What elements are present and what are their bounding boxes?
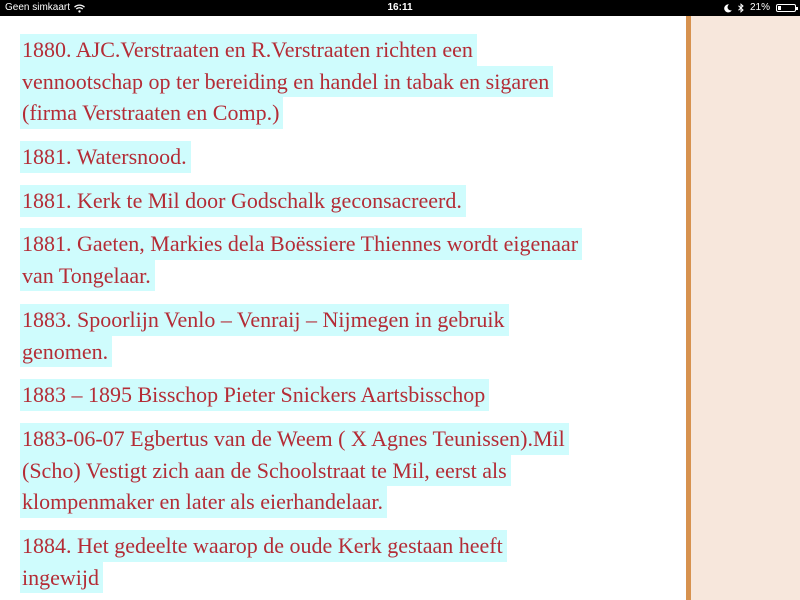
list-item — [22, 185, 466, 217]
entry-line: (Scho) Vestigt zich aan de Schoolstraat te Mil, eerst als — [20, 455, 511, 487]
entry-line: ingewijd — [20, 562, 103, 594]
list-item — [22, 423, 569, 518]
entry-line: 1881. Gaeten, Markies dela Boëssiere Thiennes wordt eigenaar — [20, 228, 582, 260]
list-item — [22, 228, 582, 291]
moon-icon — [724, 4, 732, 13]
entry-line: 1883 – 1895 Bisschop Pieter Snickers Aartsbisschop — [20, 379, 489, 411]
bluetooth-icon — [738, 3, 744, 13]
entry-line: 1881. Watersnood. — [20, 141, 191, 173]
entry-line: klompenmaker en later als eierhandelaar. — [20, 486, 387, 518]
carrier-label: Geen simkaart — [5, 2, 71, 13]
clock: 16:11 — [387, 2, 413, 13]
entry-line: 1884. Het gedeelte waarop de oude Kerk gestaan heeft — [20, 530, 507, 562]
list-item — [22, 141, 191, 173]
entry-line: 1881. Kerk te Mil door Godschalk geconsacreerd. — [20, 185, 466, 217]
entry-line: van Tongelaar. — [20, 260, 155, 292]
entry-line: 1883. Spoorlijn Venlo – Venraij – Nijmegen in gebruik — [20, 304, 509, 336]
battery-icon — [776, 4, 796, 12]
list-item — [22, 379, 489, 411]
entry-line: vennootschap op ter bereiding en handel in tabak en sigaren — [20, 66, 553, 98]
status-bar — [0, 0, 800, 16]
entry-line: 1883-06-07 Egbertus van de Weem ( X Agnes Teunissen).Mil — [20, 423, 569, 455]
list-item — [22, 304, 509, 367]
entry-line: (firma Verstraaten en Comp.) — [20, 97, 283, 129]
side-panel — [691, 0, 800, 600]
battery-percent: 21% — [749, 2, 770, 13]
battery-fill — [778, 6, 781, 10]
list-item — [22, 34, 553, 129]
entry-line: genomen. — [20, 336, 112, 368]
entry-line: 1880. AJC.Verstraaten en R.Verstraaten richten een — [20, 34, 477, 66]
list-item — [22, 530, 507, 593]
